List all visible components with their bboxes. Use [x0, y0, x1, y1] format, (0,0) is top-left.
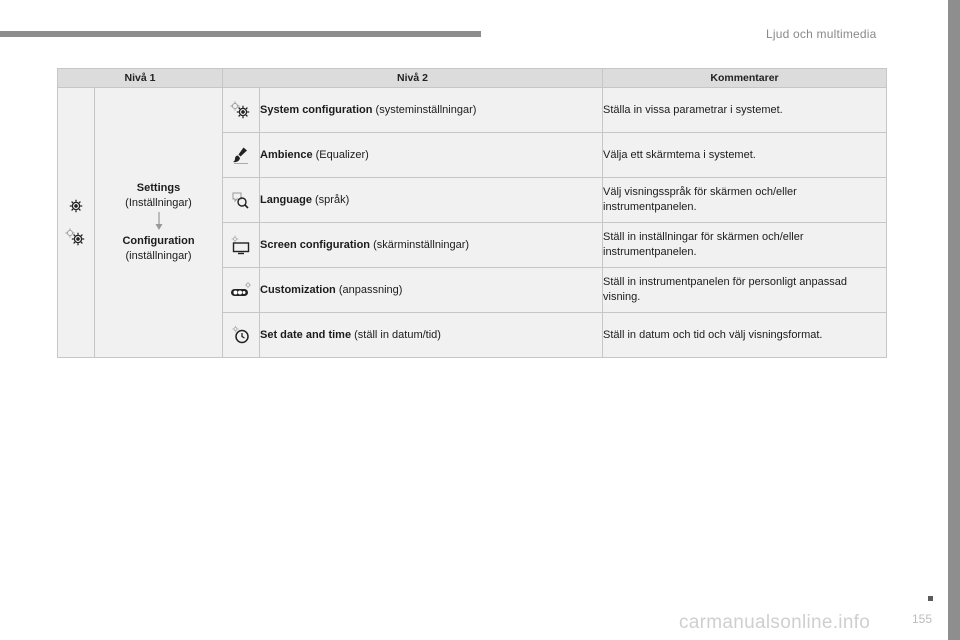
language-icon: [231, 194, 251, 206]
settings-label: Settings: [136, 182, 181, 194]
configuration-label: Configuration: [122, 235, 195, 247]
item-translation: (skärminställningar): [370, 239, 470, 251]
row-comment: Ställ in instrumentpanelen för personligt anpassad visning.: [603, 268, 887, 313]
settings-table: [57, 68, 887, 358]
row-description: [260, 133, 603, 178]
page-edge-band: [948, 0, 960, 640]
item-translation: (Equalizer): [312, 149, 369, 161]
item-name: Ambience: [260, 149, 313, 161]
ambience-icon: [231, 149, 251, 161]
item-name: Customization: [260, 284, 336, 296]
item-translation: (systeminställningar): [372, 104, 477, 116]
settings-translation: (Inställningar): [125, 197, 192, 209]
level1-labels: [95, 88, 223, 358]
column-header-comments: Kommentarer: [603, 69, 887, 88]
row-comment: Ställa in vissa parametrar i systemet.: [603, 88, 887, 133]
column-header-level1: Nivå 1: [58, 69, 223, 88]
item-name: Screen configuration: [260, 239, 371, 251]
row-icon-cell: [223, 178, 260, 223]
gear-icon: [69, 199, 83, 213]
section-title: Ljud och multimedia: [766, 27, 877, 41]
item-name: Set date and time: [260, 329, 352, 341]
watermark: carmanualsonline.info: [679, 612, 871, 633]
configuration-translation: (inställningar): [125, 250, 192, 262]
screen-icon: [230, 239, 252, 251]
row-icon-cell: [223, 268, 260, 313]
item-translation: (språk): [311, 194, 350, 206]
instrument-panel-icon: [229, 284, 253, 296]
item-name: System configuration: [260, 104, 373, 116]
row-description: [260, 88, 603, 133]
table-row: [58, 88, 887, 133]
row-description: [260, 313, 603, 358]
row-comment: Ställ in datum och tid och välj visningsformat.: [603, 313, 887, 358]
row-comment: Välja ett skärmtema i systemet.: [603, 133, 887, 178]
row-icon-cell: [223, 313, 260, 358]
row-comment: Ställ in inställningar för skärmen och/eller instrumentpanelen.: [603, 223, 887, 268]
gears-icon: [64, 227, 88, 247]
row-icon-cell: [223, 223, 260, 268]
clock-icon: [231, 329, 251, 341]
row-description: [260, 223, 603, 268]
item-name: Language: [260, 194, 312, 206]
item-translation: (ställ in datum/tid): [351, 329, 441, 341]
row-description: [260, 178, 603, 223]
row-icon-cell: [223, 133, 260, 178]
page-number: 155: [912, 612, 933, 626]
row-description: [260, 268, 603, 313]
gears-icon: [229, 104, 253, 116]
table-header-row: [58, 69, 887, 88]
arrow-down-icon: [95, 212, 222, 232]
row-icon-cell: [223, 88, 260, 133]
header-bar: [0, 31, 481, 37]
page-marker: [928, 596, 933, 601]
row-comment: Välj visningsspråk för skärmen och/eller instrumentpanelen.: [603, 178, 887, 223]
item-translation: (anpassning): [335, 284, 403, 296]
level1-icon-cell: [58, 88, 95, 358]
column-header-level2: Nivå 2: [223, 69, 603, 88]
